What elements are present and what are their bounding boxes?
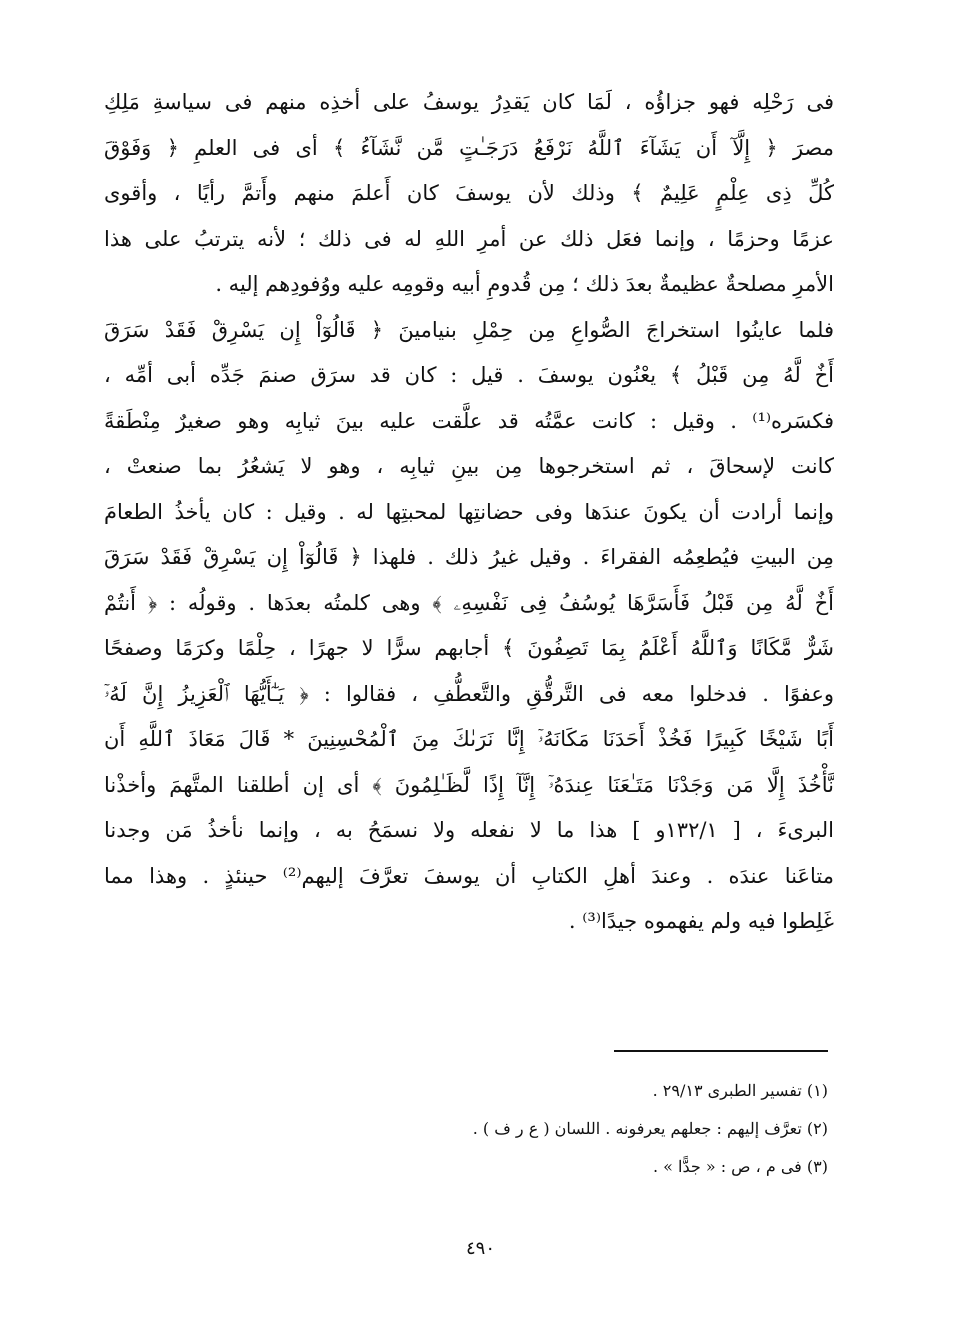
text-line: غَلِطوا فيه ولم يفهموه جيدًا⁽³⁾ . (568, 909, 834, 933)
text-line: فى رَحْلِه فهو جزاؤُه ، لَمَا كان يَقدِرُ يوسفُ على أخذِه منهم فى سياسةِ مَلِكِ (104, 90, 834, 114)
text-line: أَبًا شَيْخًا كَبِيرًا فَخُذْ أَحَدَنَا مَكَانَهُۥٓ إِنَّا نَرَىٰكَ مِنَ ٱلْمُحْسِنِينَ * قَالَ مَعَاذَ ٱللَّهِ أَن (104, 727, 834, 751)
text-line: شَرٌّ مَّكَانًا وَٱللَّهُ أَعْلَمُ بِمَا تَصِفُونَ ﴾ أجابهم سرًّا لا جهرًا ، حِلْمًا وكرَمًا وصفحًا (104, 636, 834, 660)
text-line: عزمًا وحزمًا ، وإنما فعَل ذلك عن أمرِ اللهِ له فى ذلك ؛ لأنه يترتبُ على هذا (104, 226, 834, 251)
footnote-1: (١) تفسير الطبرى ٢٩/١٣ . (652, 1081, 828, 1100)
text-line: وعفوًا . فدخلوا معه فى التَّرقُّقِ والتَّعطُّفِ ، فقالوا : ﴿ يَـٰٓأَيُّهَا ٱلْعَزِيزُ إِنَّ لَهُۥٓ (104, 681, 834, 706)
text-line: الأمرِ مصلحةٌ عظيمةٌ بعدَ ذلك ؛ مِن قُدومِ أبيه وقومِه عليه ووُفودِهم إليه . (215, 272, 834, 296)
text-line: مصرَ ﴿ إِلَّآ أَن يَشَآءَ ٱللَّهُ نَرْفَعُ دَرَجَـٰتٍ مَّن نَّشَآءُ ﴾ أى فى العلمِ ﴿ وَفَوْقَ (104, 135, 834, 160)
footnote-2: (٢) تعرَّف إليهم : جعلهم يعرفونه . اللسان ( ع ر ف ) . (472, 1119, 828, 1138)
text-line: نَّأْخُذَ إِلَّا مَن وَجَدْنَا مَتَـٰعَنَا عِندَهُۥٓ إِنَّآ إِذًا لَّظَـٰلِمُونَ ﴾ أى إن أطلقنا المتَّهمَ وأخذْنا (104, 772, 834, 797)
text-line: فلما عاينُوا استخراجَ الصُّواعِ مِن حِمْلِ بنيامينَ ﴿ قَالُوٓاْ إِن يَسْرِقْ فَقَدْ سَرَقَ (104, 317, 834, 342)
text-line: كانت لإسحاقَ ، ثم استخرجوها مِن بينِ ثيابِه ، وهو لا يَشعُرُ بما صنعتْ ، (104, 454, 834, 478)
text-line: أَخٌ لَّهُ مِن قَبْلُ فَأَسَرَّهَا يُوسُفُ فِى نَفْسِهِۦ ﴾ وهى كلمتُه بعدَها . وقولُه : ﴿ أَنتُمْ (104, 590, 834, 615)
text-line: أَخٌ لَّهُ مِن قَبْلُ ﴾ يعْنُون يوسفَ . قيل : كان قد سرَق صنمَ جَدِّه أبى أمِّه ، (104, 363, 834, 387)
text-line: البرىءَ ، [ ١٣٢/١و ] هذا ما لا نفعله ولا نسمَحُ به ، وإنما نأخذُ مَن وجدنا (104, 818, 834, 842)
text-line: فكسَره⁽¹⁾ . وقيل : كانت عمَّتُه قد علَّقت عليه بينَ ثيابِه وهو صغيرٌ مِنْطَقةً (104, 408, 834, 433)
text-line: كُلِّ ذِى عِلْمٍ عَلِيمٌ ﴾ وذلك لأن يوسفَ كان أَعلمَ منهم وأَتمَّ رأيًا ، وأقوى (104, 181, 834, 205)
footnote-3: (٣) فى م ، ص : « جدًّا » . (652, 1157, 828, 1176)
text-line: متاعَنا عندَه . وعندَ أهلِ الكتابِ أن يوسفَ تعرَّفَ إليهم⁽²⁾ حينئذٍ . وهذا مما (104, 863, 834, 888)
text-line: مِن البيتِ فيُطعِمُه الفقراءَ . وقيل غيرُ ذلك . فلهذا ﴿ قَالُوٓاْ إِن يَسْرِقْ فَقَدْ سَرَقَ (104, 545, 834, 569)
text-line: وإنما أرادت أن يكونَ عندَها وفى حضانتِها لمحبتِها له . وقيل : كان يأخذُ الطعامَ (104, 499, 834, 524)
footnote-divider (614, 1050, 828, 1052)
page-number: ٤٩٠ (465, 1238, 495, 1259)
main-text-block (104, 80, 834, 945)
footnotes-block (268, 1072, 828, 1186)
